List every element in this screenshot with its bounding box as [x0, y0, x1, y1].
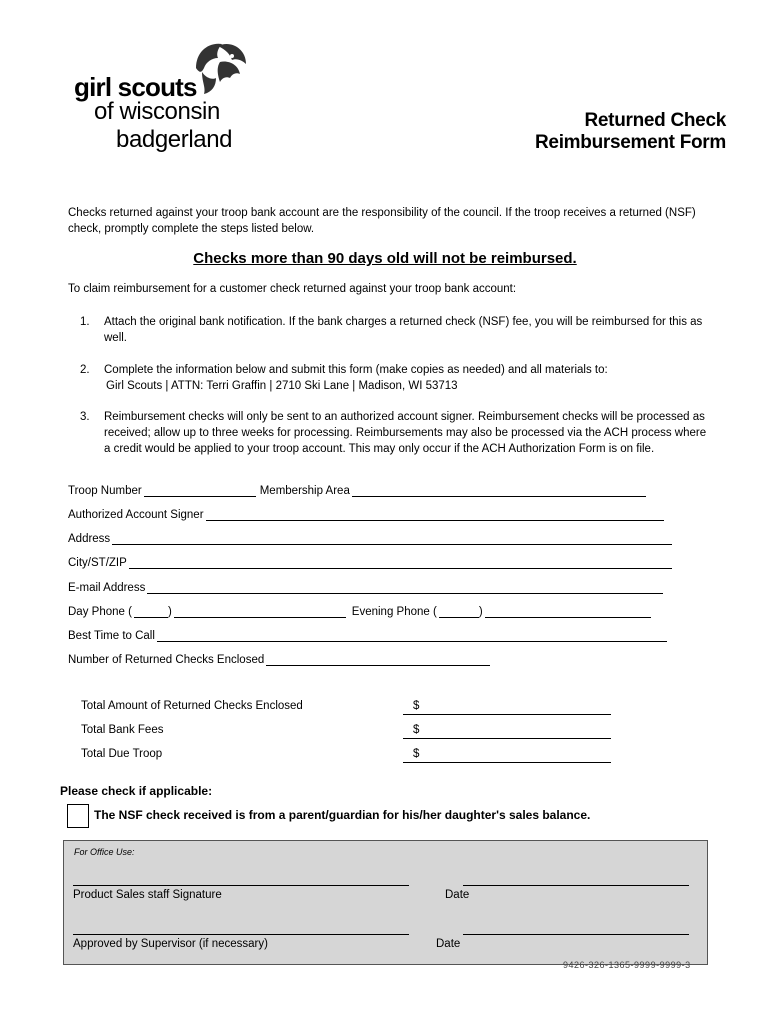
total-fees-field[interactable]: [403, 724, 611, 739]
day-phone-close: ): [167, 606, 172, 618]
address-field[interactable]: [112, 532, 672, 545]
office-use-box: [63, 840, 708, 965]
best-time-label: Best Time to Call: [68, 630, 155, 642]
currency-symbol: $: [413, 748, 420, 760]
signer-field[interactable]: [206, 508, 664, 521]
step-number: 1.: [80, 316, 90, 328]
step-text: Complete the information below and submit this form (make copies as needed) and all materials to:: [104, 364, 608, 376]
date-label-1: Date: [445, 889, 470, 901]
step-number: 3.: [80, 411, 90, 423]
logo-line-3: badgerland: [116, 126, 233, 153]
form-code: 9426-326-1365-9999-9999-3: [563, 960, 691, 970]
num-checks-field[interactable]: [266, 653, 490, 666]
phone-row: [68, 602, 651, 618]
title-line-2: Reimbursement Form: [535, 132, 726, 153]
evening-phone-field[interactable]: [485, 605, 651, 618]
total-due-label: Total Due Troop: [81, 748, 163, 760]
troop-row: [68, 481, 646, 497]
num-checks-row: [68, 650, 490, 666]
nsf-checkbox[interactable]: [67, 804, 89, 828]
num-checks-label: Number of Returned Checks Enclosed: [68, 654, 265, 666]
step-3: [80, 409, 720, 459]
currency-symbol: $: [413, 724, 420, 736]
check-applicable-label: Please check if applicable:: [60, 784, 213, 798]
city-field[interactable]: [129, 556, 672, 569]
city-label: City/ST/ZIP: [68, 557, 127, 569]
step-text: Reimbursement checks will only be sent to an authorized account signer. Reimbursement checks will be processed as received; allow up to three weeks for processing. Reimbursements may also be processed via the ACH process where a credit would be applied to your troop account. This may only occur if the ACH Authorization Form is on file.: [104, 411, 707, 455]
office-use-label: For Office Use:: [74, 847, 135, 857]
day-phone-label: Day Phone (: [68, 606, 132, 618]
step-text: Attach the original bank notification. If the bank charges a returned check (NSF) fee, you will be reimbursed for this as well.: [104, 316, 703, 344]
step-2: [80, 362, 720, 396]
form-title: [535, 110, 726, 154]
city-row: [68, 553, 672, 569]
intro-paragraph: Checks returned against your troop bank account are the responsibility of the council. If the troop receives a returned (NSF) check, promptly complete the steps listed below.: [68, 207, 696, 235]
staff-signature-label: Product Sales staff Signature: [73, 889, 222, 901]
troop-number-label: Troop Number: [68, 485, 142, 497]
evening-phone-close: ): [478, 606, 483, 618]
troop-number-field[interactable]: [144, 484, 256, 497]
supervisor-signature-line[interactable]: [73, 934, 409, 935]
logo-line-1: girl scouts: [74, 72, 197, 102]
email-label: E-mail Address: [68, 582, 146, 594]
email-field[interactable]: [147, 581, 663, 594]
nsf-statement: The NSF check received is from a parent/guardian for his/her daughter's sales balance.: [94, 808, 591, 822]
step-number: 2.: [80, 364, 90, 376]
evening-phone-label: Evening Phone (: [351, 606, 437, 618]
council-logo: [68, 36, 258, 156]
mailing-address: Girl Scouts | ATTN: Terri Graffin | 2710 Ski Lane | Madison, WI 53713: [106, 380, 458, 392]
date-label-2: Date: [436, 938, 461, 950]
signer-row: [68, 505, 664, 521]
best-time-field[interactable]: [157, 629, 667, 642]
signer-label: Authorized Account Signer: [68, 509, 204, 521]
claim-instructions: To claim reimbursement for a customer check returned against your troop bank account:: [68, 283, 517, 295]
logo-line-2: of wisconsin: [94, 98, 220, 125]
total-amount-label: Total Amount of Returned Checks Enclosed: [81, 700, 303, 712]
staff-signature-line[interactable]: [73, 885, 409, 886]
total-amount-field[interactable]: [403, 700, 611, 715]
evening-phone-area-field[interactable]: [439, 605, 479, 618]
supervisor-signature-label: Approved by Supervisor (if necessary): [73, 938, 268, 950]
currency-symbol: $: [413, 700, 420, 712]
address-label: Address: [68, 533, 111, 545]
email-row: [68, 578, 663, 594]
trefoil-profiles-icon: [188, 38, 250, 98]
step-1: [80, 314, 720, 348]
warning-text: Checks more than 90 days old will not be reimbursed.: [193, 250, 577, 267]
membership-area-label: Membership Area: [259, 485, 350, 497]
membership-area-field[interactable]: [352, 484, 646, 497]
total-due-field[interactable]: [403, 748, 611, 763]
total-fees-label: Total Bank Fees: [81, 724, 164, 736]
date-line-1[interactable]: [463, 885, 689, 886]
date-line-2[interactable]: [463, 934, 689, 935]
address-row: [68, 529, 672, 545]
best-time-row: [68, 626, 667, 642]
title-line-1: Returned Check: [584, 110, 726, 131]
day-phone-area-field[interactable]: [134, 605, 168, 618]
day-phone-field[interactable]: [174, 605, 346, 618]
